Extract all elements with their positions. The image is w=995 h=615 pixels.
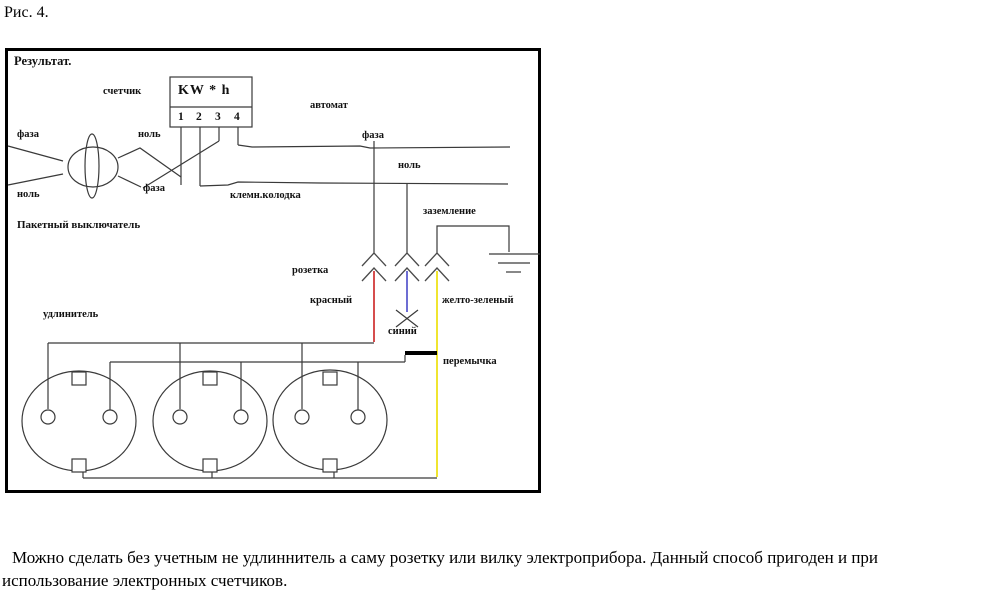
meter-terminal-2: 2 bbox=[196, 111, 202, 123]
red-wire-label: красный bbox=[310, 295, 353, 306]
meter-terminal-3: 3 bbox=[215, 111, 221, 123]
jumper-label: перемычка bbox=[443, 356, 497, 367]
packet-switch-label: Пакетный выключатель bbox=[17, 219, 141, 231]
diagram-title: Результат. bbox=[14, 54, 72, 68]
blue-wire-label: синий bbox=[388, 326, 417, 337]
socket-label: розетка bbox=[292, 265, 329, 276]
meter-label: счетчик bbox=[103, 86, 142, 97]
body-text-line1: Можно сделать без учетным не удлиннитель а саму розетку или вилку электроприбора. Данный способ пригоден и при bbox=[12, 548, 879, 567]
diagram-border bbox=[5, 48, 541, 493]
neutral-out-label: ноль bbox=[398, 160, 421, 171]
meter-display: KW * h bbox=[178, 83, 231, 98]
terminal-block-label: клемн.колодка bbox=[230, 190, 301, 201]
figure-caption: Рис. 4. bbox=[4, 4, 49, 21]
extension-cord-label: удлинитель bbox=[43, 309, 99, 320]
yellow-green-wire-label: желто-зеленый bbox=[442, 295, 514, 306]
breaker-label: автомат bbox=[310, 100, 348, 111]
meter-terminal-4: 4 bbox=[234, 111, 240, 123]
neutral-in-label: ноль bbox=[17, 189, 40, 200]
phase-after-switch-label: фаза bbox=[143, 183, 165, 194]
body-text bbox=[2, 546, 993, 592]
ground-label: заземление bbox=[423, 206, 476, 217]
phase-in-label: фаза bbox=[17, 129, 39, 140]
phase-out-label: фаза bbox=[362, 130, 384, 141]
body-text-line2: использование электронных счетчиков. bbox=[2, 571, 288, 590]
meter-terminal-1: 1 bbox=[178, 111, 184, 123]
neutral-after-switch-label: ноль bbox=[138, 129, 161, 140]
